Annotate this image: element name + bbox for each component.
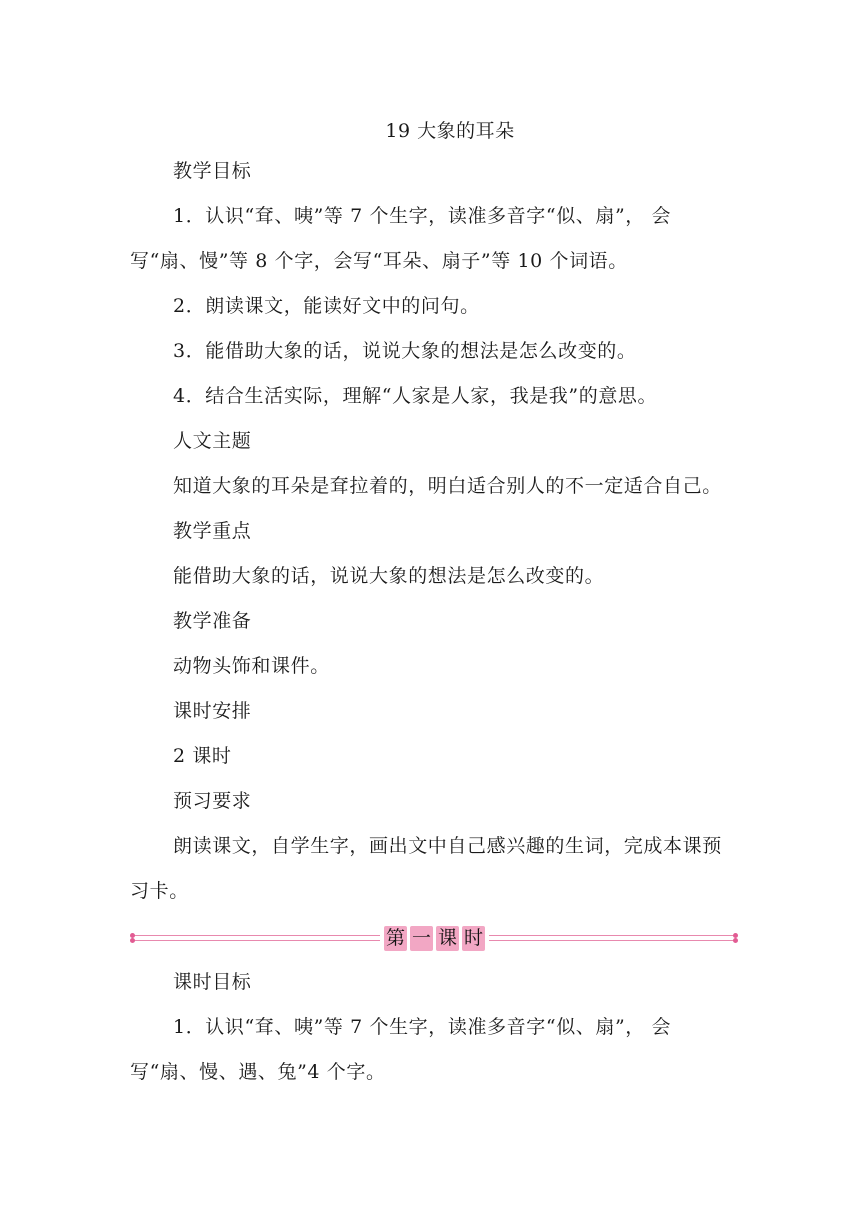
heading-schedule: 课时安排 xyxy=(173,700,252,722)
humanistic-theme-text: 知道大象的耳朵是耷拉着的，明白适合别人的不一定适合自己。 xyxy=(173,475,722,497)
divider-dot-left-bottom xyxy=(130,938,135,943)
preparation-text: 动物头饰和课件。 xyxy=(173,655,330,677)
heading-teaching-goals: 教学目标 xyxy=(173,160,252,182)
divider-dot-right-bottom xyxy=(733,938,738,943)
schedule-text: 2 课时 xyxy=(173,745,232,767)
section-char-3: 课 xyxy=(438,927,458,949)
preview-text: 朗读课文，自学生字，画出文中自己感兴趣的生词，完成本课预习卡。 xyxy=(130,835,722,902)
lesson-title: 19 大象的耳朵 xyxy=(385,120,515,142)
heading-preview: 预习要求 xyxy=(173,790,252,812)
section-char-4: 时 xyxy=(464,927,484,949)
heading-key-points: 教学重点 xyxy=(173,520,252,542)
heading-lesson-goals: 课时目标 xyxy=(173,971,252,993)
heading-humanistic-theme: 人文主题 xyxy=(173,430,252,452)
heading-preparation: 教学准备 xyxy=(173,610,252,632)
goal-4: 4．结合生活实际，理解“人家是人家，我是我”的意思。 xyxy=(173,385,658,407)
section-char-1: 第 xyxy=(386,927,406,949)
goal-1: 1．认识“耷、咦”等 7 个生字，读准多音字“似、扇”， 会写“扇、慢”等 8 个字，会写“耳朵、扇子”等 10 个词语。 xyxy=(130,205,672,272)
goal-3: 3．能借助大象的话，说说大象的想法是怎么改变的。 xyxy=(173,340,637,362)
section-divider xyxy=(130,926,738,952)
lesson-goal-1: 1．认识“耷、咦”等 7 个生字，读准多音字“似、扇”， 会写“扇、慢、遇、兔”4 个字。 xyxy=(130,1016,672,1083)
key-points-text: 能借助大象的话，说说大象的想法是怎么改变的。 xyxy=(173,565,605,587)
section-label xyxy=(380,926,489,951)
goal-2: 2．朗读课文，能读好文中的问句。 xyxy=(173,295,480,317)
section-char-2: 一 xyxy=(412,927,432,949)
